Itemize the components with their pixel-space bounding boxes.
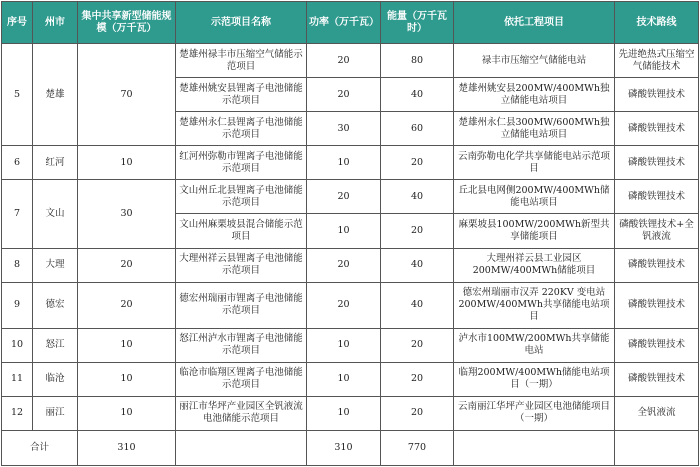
row-scale: 10: [78, 146, 176, 180]
table-row: [2, 44, 699, 78]
row-tech: 磷酸铁锂技术: [615, 146, 699, 180]
row-base: 大理州祥云县工业园区200MW/400MWh储能项目: [454, 248, 615, 282]
row-energy: 20: [381, 146, 454, 180]
row-energy: 20: [381, 328, 454, 362]
total-project-empty: [176, 431, 307, 466]
header-idx: 序号: [2, 2, 33, 44]
row-power: 20: [307, 78, 381, 112]
row-city: 临沧: [33, 362, 78, 396]
row-idx: 9: [2, 282, 33, 328]
total-tech-empty: [615, 431, 699, 466]
row-city: 丽江: [33, 396, 78, 430]
table-row: [2, 396, 699, 430]
row-energy: 60: [381, 112, 454, 146]
row-power: 20: [307, 180, 381, 214]
row-tech: 磷酸铁锂技术: [615, 362, 699, 396]
row-project: 楚雄州姚安县锂离子电池储能示范项目: [176, 78, 307, 112]
row-energy: 20: [381, 396, 454, 430]
total-label: 合计: [2, 431, 78, 466]
row-city: 文山: [33, 180, 78, 248]
row-idx: 8: [2, 248, 33, 282]
row-energy: 40: [381, 78, 454, 112]
total-row: [2, 431, 699, 466]
row-power: 10: [307, 328, 381, 362]
header-city: 州市: [33, 2, 78, 44]
row-power: 20: [307, 44, 381, 78]
row-power: 10: [307, 396, 381, 430]
row-energy: 40: [381, 180, 454, 214]
row-power: 30: [307, 112, 381, 146]
row-scale: 10: [78, 328, 176, 362]
row-project: 德宏州瑞丽市锂离子电池储能示范项目: [176, 282, 307, 328]
row-tech: 磷酸铁锂技术: [615, 180, 699, 214]
total-scale: 310: [78, 431, 176, 466]
row-idx: 7: [2, 180, 33, 248]
row-project: 文山州麻栗坡县混合储能示范项目: [176, 214, 307, 248]
row-power: 20: [307, 248, 381, 282]
row-scale: 30: [78, 180, 176, 248]
row-base: 丘北县电网侧200MW/400MWh储能电站项目: [454, 180, 615, 214]
row-project: 大理州祥云县锂离子电池储能示范项目: [176, 248, 307, 282]
row-project: 红河州弥勒市锂离子电池储能示范项目: [176, 146, 307, 180]
header-base: 依托工程项目: [454, 2, 615, 44]
row-base: 云南丽江华坪产业园区电池储能项目（一期）: [454, 396, 615, 430]
row-city: 德宏: [33, 282, 78, 328]
row-energy: 80: [381, 44, 454, 78]
row-project: 文山州丘北县锂离子电池储能示范项目: [176, 180, 307, 214]
row-scale: 10: [78, 362, 176, 396]
row-tech: 磷酸铁锂技术: [615, 78, 699, 112]
row-energy: 20: [381, 362, 454, 396]
header-scale: 集中共享新型储能规模（万千瓦）: [78, 2, 176, 44]
header-energy: 能量（万千瓦时）: [381, 2, 454, 44]
row-city: 大理: [33, 248, 78, 282]
row-base: 云南弥勒电化学共享储能电站示范项目: [454, 146, 615, 180]
row-tech: 先进绝热式压缩空气储能技术: [615, 44, 699, 78]
row-project: 丽江市华坪产业园区全钒液流电池储能示范项目: [176, 396, 307, 430]
row-tech: 磷酸铁锂技术: [615, 328, 699, 362]
row-power: 10: [307, 362, 381, 396]
row-tech: 磷酸铁锂技术+全钒液流: [615, 214, 699, 248]
row-base: 麻栗坡县100MW/200MWh新型共享储能项目: [454, 214, 615, 248]
row-base: 楚雄州永仁县300MW/600MWh独立储能电站项目: [454, 112, 615, 146]
table-row: [2, 362, 699, 396]
row-idx: 6: [2, 146, 33, 180]
header-row: [2, 2, 699, 44]
header-power: 功率（万千瓦）: [307, 2, 381, 44]
row-idx: 12: [2, 396, 33, 430]
row-energy: 20: [381, 214, 454, 248]
row-base: 楚雄州姚安县200MW/400MWh独立储能电站项目: [454, 78, 615, 112]
row-project: 临沧市临翔区锂离子电池储能示范项目: [176, 362, 307, 396]
row-project: 楚雄州禄丰市压缩空气储能示范项目: [176, 44, 307, 78]
row-scale: 10: [78, 396, 176, 430]
total-power: 310: [307, 431, 381, 466]
row-base: 临翔200MW/400MWh储能电站项目（一期）: [454, 362, 615, 396]
row-power: 10: [307, 146, 381, 180]
row-city: 红河: [33, 146, 78, 180]
row-idx: 11: [2, 362, 33, 396]
row-idx: 10: [2, 328, 33, 362]
row-tech: 磷酸铁锂技术: [615, 248, 699, 282]
row-tech: 磷酸铁锂技术: [615, 112, 699, 146]
table-row: [2, 248, 699, 282]
total-base-empty: [454, 431, 615, 466]
row-tech: 磷酸铁锂技术: [615, 282, 699, 328]
table-row: [2, 328, 699, 362]
row-project: 怒江州泸水市锂离子电池储能示范项目: [176, 328, 307, 362]
header-tech: 技术路线: [615, 2, 699, 44]
row-power: 20: [307, 282, 381, 328]
table-row: [2, 282, 699, 328]
row-idx: 5: [2, 44, 33, 146]
storage-projects-table: [1, 1, 699, 466]
row-scale: 70: [78, 44, 176, 146]
row-city: 怒江: [33, 328, 78, 362]
row-base: 泸水市100MW/200MWh共享储能电站: [454, 328, 615, 362]
row-tech: 全钒液流: [615, 396, 699, 430]
row-power: 10: [307, 214, 381, 248]
row-scale: 20: [78, 282, 176, 328]
row-city: 楚雄: [33, 44, 78, 146]
row-energy: 40: [381, 248, 454, 282]
total-energy: 770: [381, 431, 454, 466]
row-base: 德宏州瑞丽市汉弄 220KV 变电站200MW/400MWh共享储能电站项目: [454, 282, 615, 328]
row-project: 楚雄州永仁县锂离子电池储能示范项目: [176, 112, 307, 146]
table-row: [2, 180, 699, 214]
header-project: 示范项目名称: [176, 2, 307, 44]
table-row: [2, 146, 699, 180]
row-energy: 40: [381, 282, 454, 328]
row-base: 禄丰市压缩空气储能电站: [454, 44, 615, 78]
row-scale: 20: [78, 248, 176, 282]
